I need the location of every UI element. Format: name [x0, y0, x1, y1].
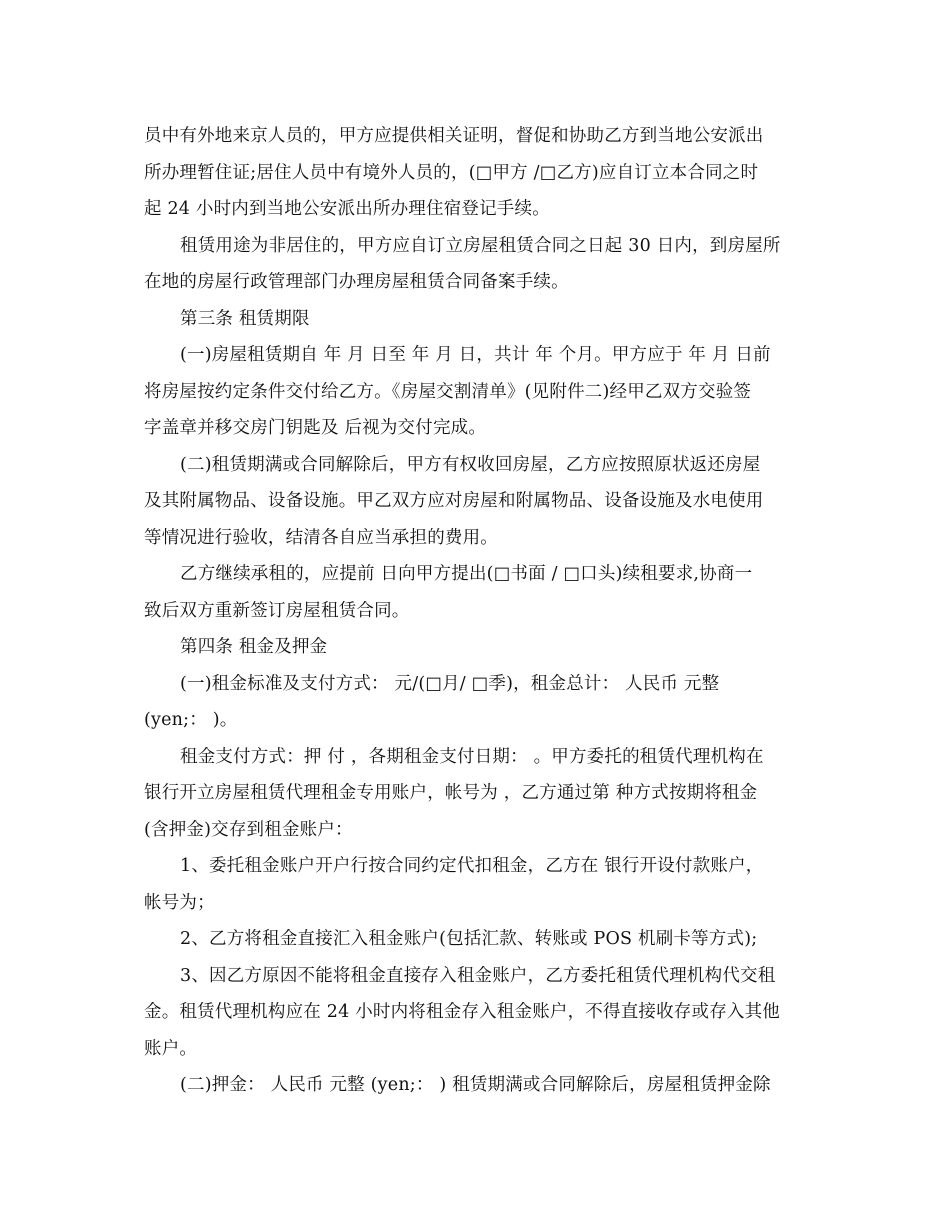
text-line: 第三条 租赁期限 [180, 308, 310, 329]
text-line: 乙方继续承租的，应提前 日向甲方提出(□书面 / □口头)续租要求,协商一 [180, 564, 753, 584]
text-line: (二)租赁期满或合同解除后，甲方有权收回房屋，乙方应按照原状返还房屋 [180, 454, 761, 475]
text-line: (含押金)交存到租金账户： [144, 819, 353, 840]
text-line: 将房屋按约定条件交付给乙方。《房屋交割清单》(见附件二)经甲乙双方交验签 [144, 381, 752, 402]
text-line: 租金支付方式：押 付 ，各期租金支付日期： 。甲方委托的租赁代理机构在 [180, 746, 764, 767]
text-line: 租赁用途为非居住的，甲方应自订立房屋租赁合同之日起 30 日内，到房屋所 [180, 235, 781, 256]
text-line: (yen;： )。 [144, 710, 238, 730]
text-line: 金。租赁代理机构应在 24 小时内将租金存入租金账户，不得直接收存或存入其他 [144, 1002, 780, 1022]
text-line: 所办理暂住证;居住人员中有境外人员的，(□甲方 /□乙方)应自订立本合同之时 [144, 162, 759, 183]
text-line: 3、因乙方原因不能将租金直接存入租金账户，乙方委托租赁代理机构代交租 [180, 965, 776, 986]
text-line: 起 24 小时内到当地公安派出所办理住宿登记手续。 [144, 199, 550, 219]
text-line: 银行开立房屋租赁代理租金专用账户，帐号为 ，乙方通过第 种方式按期将租金 [144, 783, 758, 803]
text-line: 员中有外地来京人员的，甲方应提供相关证明，督促和协助乙方到当地公安派出 [144, 126, 764, 146]
text-line: 致后双方重新签订房屋租赁合同。 [144, 600, 410, 621]
text-line: 第四条 租金及押金 [180, 637, 328, 657]
text-line: 帐号为； [144, 892, 215, 913]
text-line: 账户。 [144, 1038, 198, 1059]
text-line: (一)租金标准及支付方式： 元/(□月/ □季)，租金总计： 人民币 元整 [180, 673, 720, 694]
text-line: 2、乙方将租金直接汇入租金账户(包括汇款、转账或 POS 机刷卡等方式); [180, 929, 758, 949]
text-line: (二)押金： 人民币 元整 (yen;： ) 租赁期满或合同解除后，房屋租赁押金除 [180, 1075, 771, 1095]
text-line: 等情况进行验收，结清各自应当承担的费用。 [144, 527, 498, 548]
text-line: (一)房屋租赁期自 年 月 日至 年 月 日，共计 年 个月。甲方应于 年 月 日前 [180, 345, 771, 365]
text-line: 1、委托租金账户开户行按合同约定代扣租金，乙方在 银行开设付款账户， [180, 856, 764, 876]
text-line: 在地的房屋行政管理部门办理房屋租赁合同备案手续。 [144, 272, 569, 292]
text-line: 及其附属物品、设备设施。甲乙双方应对房屋和附属物品、设备设施及水电使用 [144, 491, 764, 511]
text-line: 字盖章并移交房门钥匙及 后视为交付完成。 [144, 418, 487, 438]
